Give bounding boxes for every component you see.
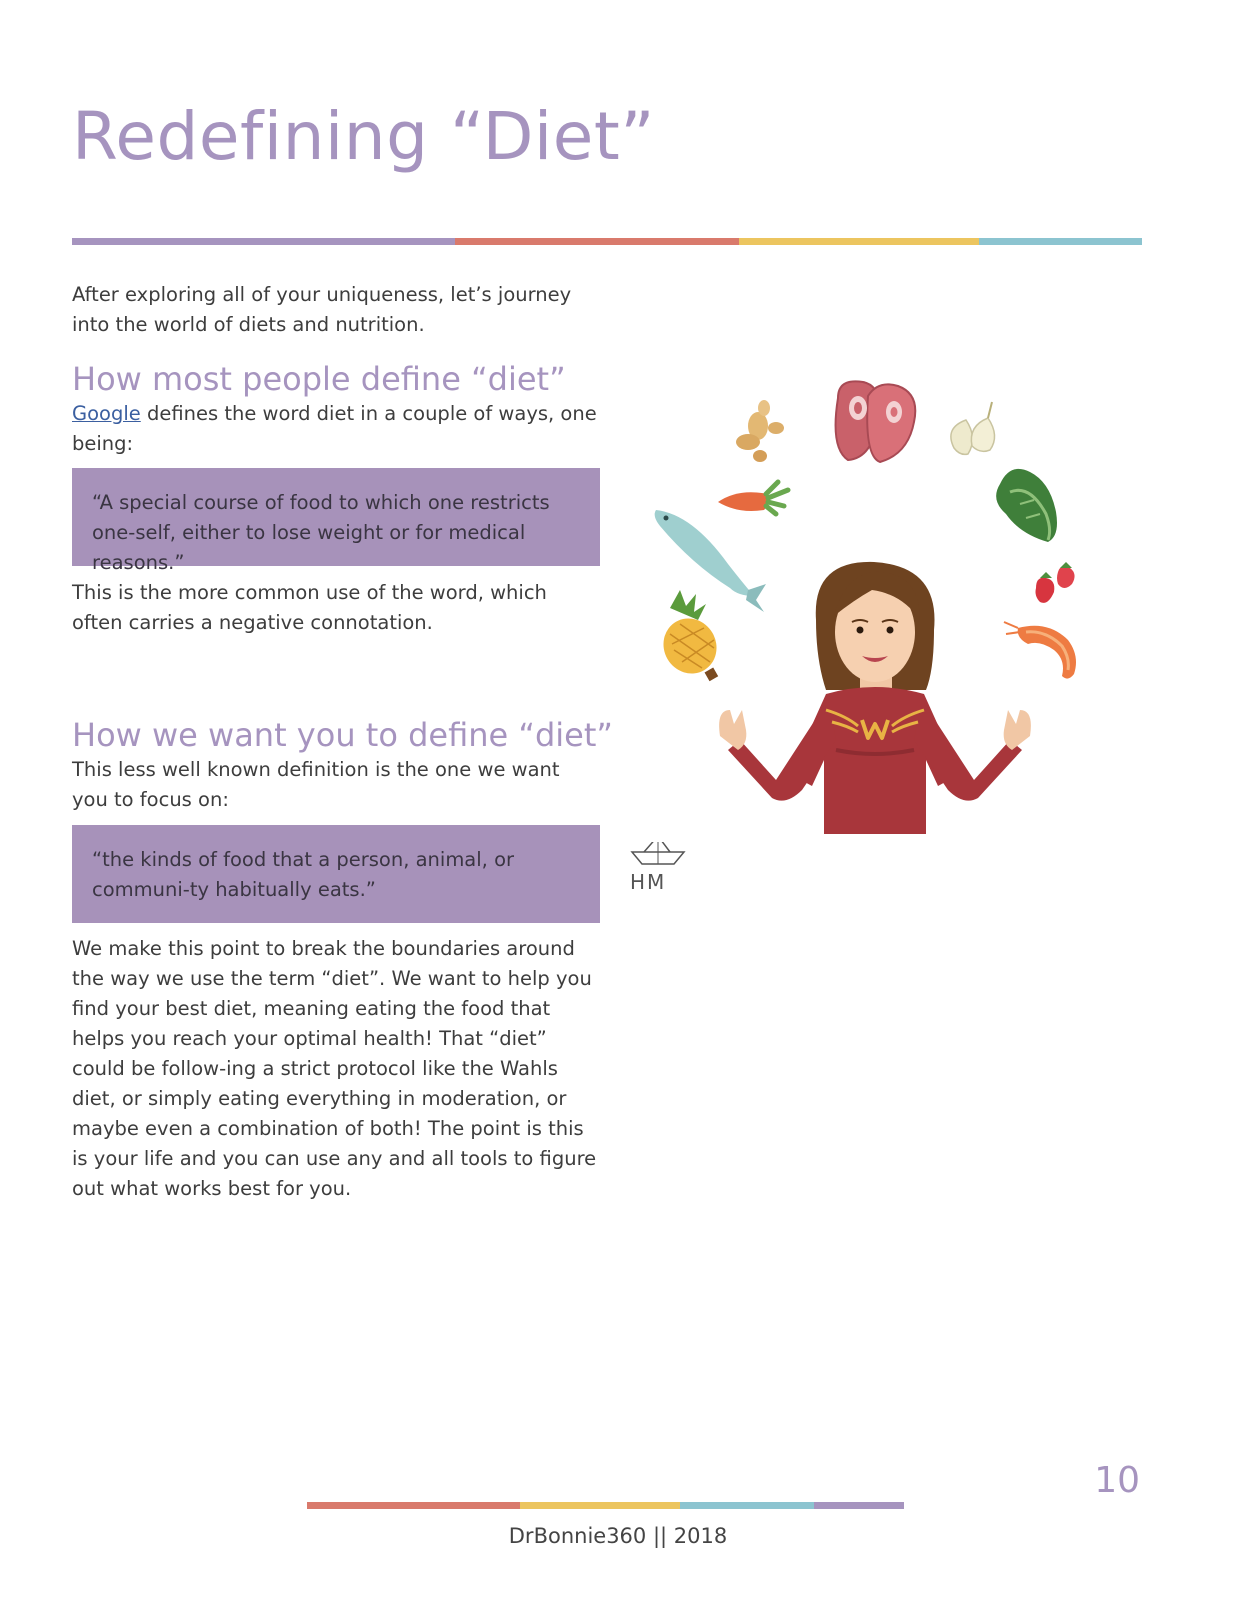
quote-box-preferred bbox=[72, 825, 600, 923]
hm-logo bbox=[630, 842, 686, 894]
strawberry-icon bbox=[1036, 562, 1075, 603]
intro-paragraph: After exploring all of your uniqueness, let’s journey into the world of diets and nutrition. bbox=[72, 283, 572, 336]
top-color-rule-coral bbox=[455, 238, 739, 245]
top-color-rule-teal bbox=[979, 238, 1142, 245]
pineapple-icon bbox=[653, 590, 726, 683]
bottom-color-rule-coral bbox=[307, 1502, 520, 1509]
quote-preferred-text: “the kinds of food that a person, animal, or communi-ty habitually eats.” bbox=[92, 848, 515, 901]
garlic-icon bbox=[951, 402, 995, 454]
intro-paragraph-block bbox=[72, 280, 600, 340]
section1-heading: How most people define “diet” bbox=[72, 360, 566, 398]
paper-boat-icon bbox=[630, 842, 686, 868]
quote-common-text: “A special course of food to which one restricts one-self, either to lose weight or for medical reasons.” bbox=[92, 491, 550, 574]
section1-followup: This is the more common use of the word, which often carries a negative connotation. bbox=[72, 581, 547, 634]
lettuce-icon bbox=[996, 469, 1057, 542]
section1-intro-block bbox=[72, 399, 600, 459]
section1-intro bbox=[72, 399, 600, 459]
shrimp-icon bbox=[1004, 622, 1076, 679]
bottom-color-rule-yellow bbox=[520, 1502, 680, 1509]
section1-intro-text: defines the word diet in a couple of ways, one being: bbox=[72, 402, 597, 455]
page-number: 10 bbox=[1094, 1460, 1140, 1501]
section2-body-block bbox=[72, 934, 600, 1204]
top-color-rule-purple bbox=[72, 238, 455, 245]
section2-intro: This less well known definition is the one we want you to focus on: bbox=[72, 758, 560, 811]
google-link[interactable]: Google bbox=[72, 402, 141, 425]
woman-figure bbox=[719, 562, 1031, 834]
hm-logo-text: HM bbox=[630, 870, 667, 894]
woman-juggling-food-illustration bbox=[618, 368, 1088, 838]
section2-body: We make this point to break the boundaries around the way we use the term “diet”. We want to help you find your best diet, meaning eating the food that helps you reach your optimal health! That “diet” could be follow-ing a strict protocol like the Wahls diet, or simply eating everything in moderation, or maybe even a combination of both! The point is this is your life and you can use any and all tools to figure out what works best for you. bbox=[72, 937, 597, 1200]
bottom-color-rule-teal bbox=[680, 1502, 814, 1509]
top-color-rule-yellow bbox=[739, 238, 979, 245]
section2-heading: How we want you to define “diet” bbox=[72, 716, 613, 754]
section1-followup-block bbox=[72, 578, 600, 638]
page-title: Redefining “Diet” bbox=[72, 98, 655, 175]
fish-icon bbox=[655, 510, 766, 612]
meat-steak-icon bbox=[836, 381, 916, 462]
carrot-icon bbox=[718, 482, 788, 514]
quote-box-common bbox=[72, 468, 600, 574]
footer-text: DrBonnie360 || 2018 bbox=[508, 1524, 728, 1548]
ginger-icon bbox=[736, 400, 784, 462]
section2-intro-block bbox=[72, 755, 600, 815]
bottom-color-rule-purple bbox=[814, 1502, 904, 1509]
